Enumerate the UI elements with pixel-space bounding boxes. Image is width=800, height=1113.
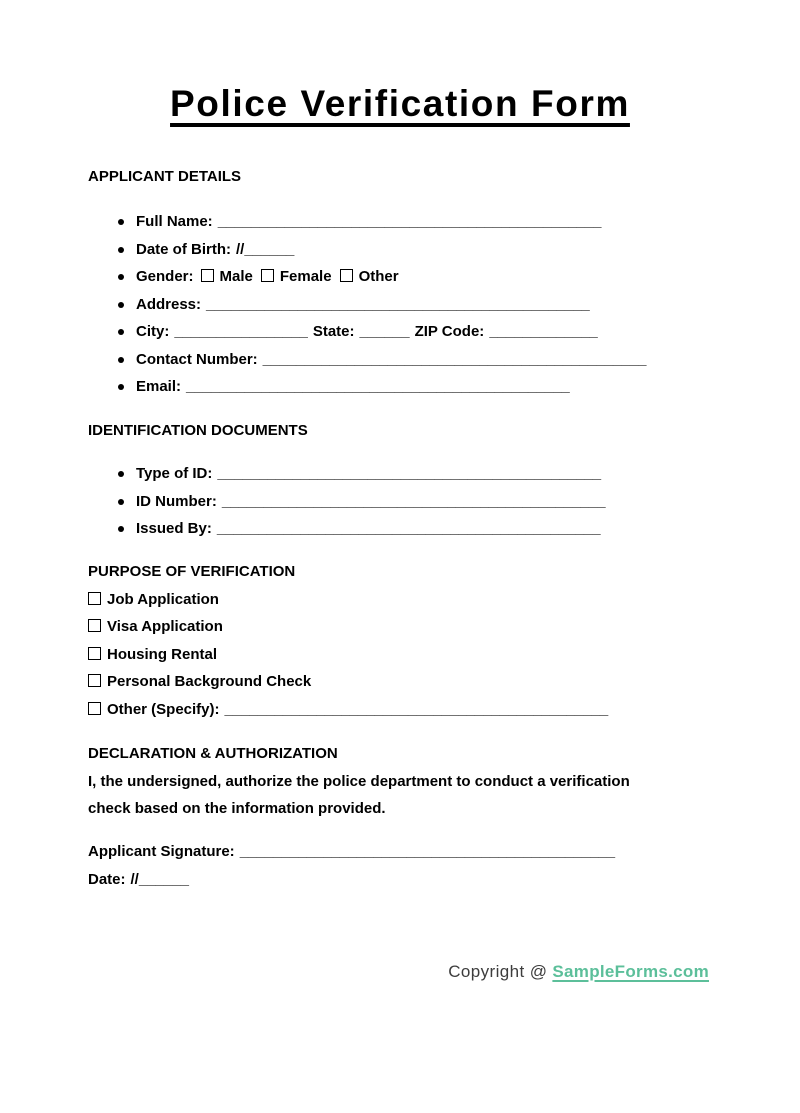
purpose-options-list (88, 586, 712, 724)
issued-by-blank-line[interactable]: ______________________________________________ (216, 520, 601, 537)
gender-male-checkbox[interactable] (201, 269, 214, 282)
address-blank-line[interactable]: ______________________________________________ (206, 295, 590, 313)
section-heading-declaration-authorization: DECLARATION & AUTHORIZATION (88, 745, 338, 762)
bullet-icon (118, 219, 124, 225)
page-title: Police Verification Form (170, 83, 630, 124)
date-blank-line[interactable]: ______ (138, 870, 189, 888)
other-checkbox[interactable] (88, 702, 101, 715)
zip-code-label: ZIP Code: (414, 323, 485, 340)
personal-background-check-label: Personal Background Check (107, 673, 312, 690)
other-specify-label: Other (Specify): (107, 700, 220, 718)
email-row (88, 373, 712, 401)
police-verification-form-page (0, 84, 800, 986)
bullet-icon (118, 274, 124, 280)
bullet-icon (118, 329, 124, 335)
personal-background-check-checkbox[interactable] (88, 674, 101, 687)
applicant-signature-blank-line[interactable]: _____________________________________________ (239, 843, 616, 860)
other-specify-blank-line[interactable]: ______________________________________________ (224, 700, 609, 718)
address-row (88, 291, 712, 319)
applicant-signature-row (88, 838, 712, 866)
zip-code-blank-line[interactable]: _____________ (489, 323, 598, 340)
city-state-zip-row (88, 318, 712, 346)
state-blank-line[interactable]: ______ (359, 323, 410, 340)
sampleforms-link[interactable]: SampleForms.com (552, 962, 709, 981)
copyright-text: Copyright @ (448, 962, 548, 981)
full-name-label: Full Name: (136, 213, 213, 230)
state-label: State: (312, 323, 355, 340)
date-slashes: // (130, 870, 139, 888)
id-number-blank-line[interactable]: ______________________________________________ (221, 492, 606, 510)
gender-row (88, 263, 712, 291)
contact-number-blank-line[interactable]: ______________________________________________ (262, 350, 647, 368)
date-row (88, 866, 712, 894)
purpose-personal-background-check-row (88, 668, 712, 696)
issued-by-label: Issued By: (136, 520, 212, 537)
type-of-id-row (88, 460, 712, 488)
contact-number-label: Contact Number: (136, 350, 258, 368)
full-name-blank-line[interactable]: ______________________________________________ (217, 213, 602, 230)
footer (88, 958, 712, 986)
bullet-icon (118, 471, 124, 477)
gender-option-male (201, 268, 253, 285)
address-label: Address: (136, 295, 202, 313)
date-label: Date: (88, 870, 126, 888)
date-of-birth-row (88, 236, 712, 264)
gender-female-checkbox[interactable] (261, 269, 274, 282)
bullet-icon (118, 499, 124, 505)
date-of-birth-slashes: // (236, 240, 245, 258)
id-number-label: ID Number: (136, 492, 217, 510)
gender-option-other (340, 268, 399, 285)
contact-number-row (88, 346, 712, 374)
applicant-fields-list (88, 208, 712, 401)
job-application-checkbox[interactable] (88, 592, 101, 605)
bullet-icon (118, 302, 124, 308)
housing-rental-label: Housing Rental (107, 645, 218, 663)
bullet-icon (118, 357, 124, 363)
email-blank-line[interactable]: ______________________________________________ (186, 378, 570, 395)
issued-by-row (88, 515, 712, 543)
section-heading-applicant-details: APPLICANT DETAILS (88, 168, 242, 185)
gender-male-label: Male (219, 268, 253, 285)
type-of-id-blank-line[interactable]: ______________________________________________ (217, 465, 602, 482)
email-label: Email: (136, 378, 182, 395)
date-of-birth-label: Date of Birth: (136, 240, 231, 258)
city-label: City: (136, 323, 170, 340)
id-number-row (88, 488, 712, 516)
gender-female-label: Female (279, 268, 332, 285)
housing-rental-checkbox[interactable] (88, 647, 101, 660)
gender-label: Gender: (136, 268, 194, 285)
gender-other-checkbox[interactable] (340, 269, 353, 282)
purpose-visa-application-row (88, 613, 712, 641)
bullet-icon (118, 384, 124, 390)
section-heading-identification-documents: IDENTIFICATION DOCUMENTS (88, 422, 308, 439)
bullet-icon (118, 247, 124, 253)
type-of-id-label: Type of ID: (136, 465, 213, 482)
gender-option-female (261, 268, 332, 285)
declaration-body-text: I, the undersigned, authorize the police department to conduct a verification check based on the information provided. (88, 772, 630, 817)
purpose-housing-rental-row (88, 641, 712, 669)
bullet-icon (118, 526, 124, 532)
visa-application-checkbox[interactable] (88, 619, 101, 632)
identification-fields-list (88, 460, 712, 543)
job-application-label: Job Application (107, 590, 219, 608)
gender-other-label: Other (358, 268, 399, 285)
purpose-job-application-row (88, 586, 712, 614)
section-heading-purpose-of-verification: PURPOSE OF VERIFICATION (88, 563, 296, 580)
date-of-birth-blank-line[interactable]: ______ (244, 240, 295, 258)
applicant-signature-label: Applicant Signature: (88, 843, 235, 860)
purpose-other-row (88, 696, 712, 724)
city-blank-line[interactable]: ________________ (174, 323, 308, 340)
visa-application-label: Visa Application (107, 618, 223, 635)
full-name-row (88, 208, 712, 236)
